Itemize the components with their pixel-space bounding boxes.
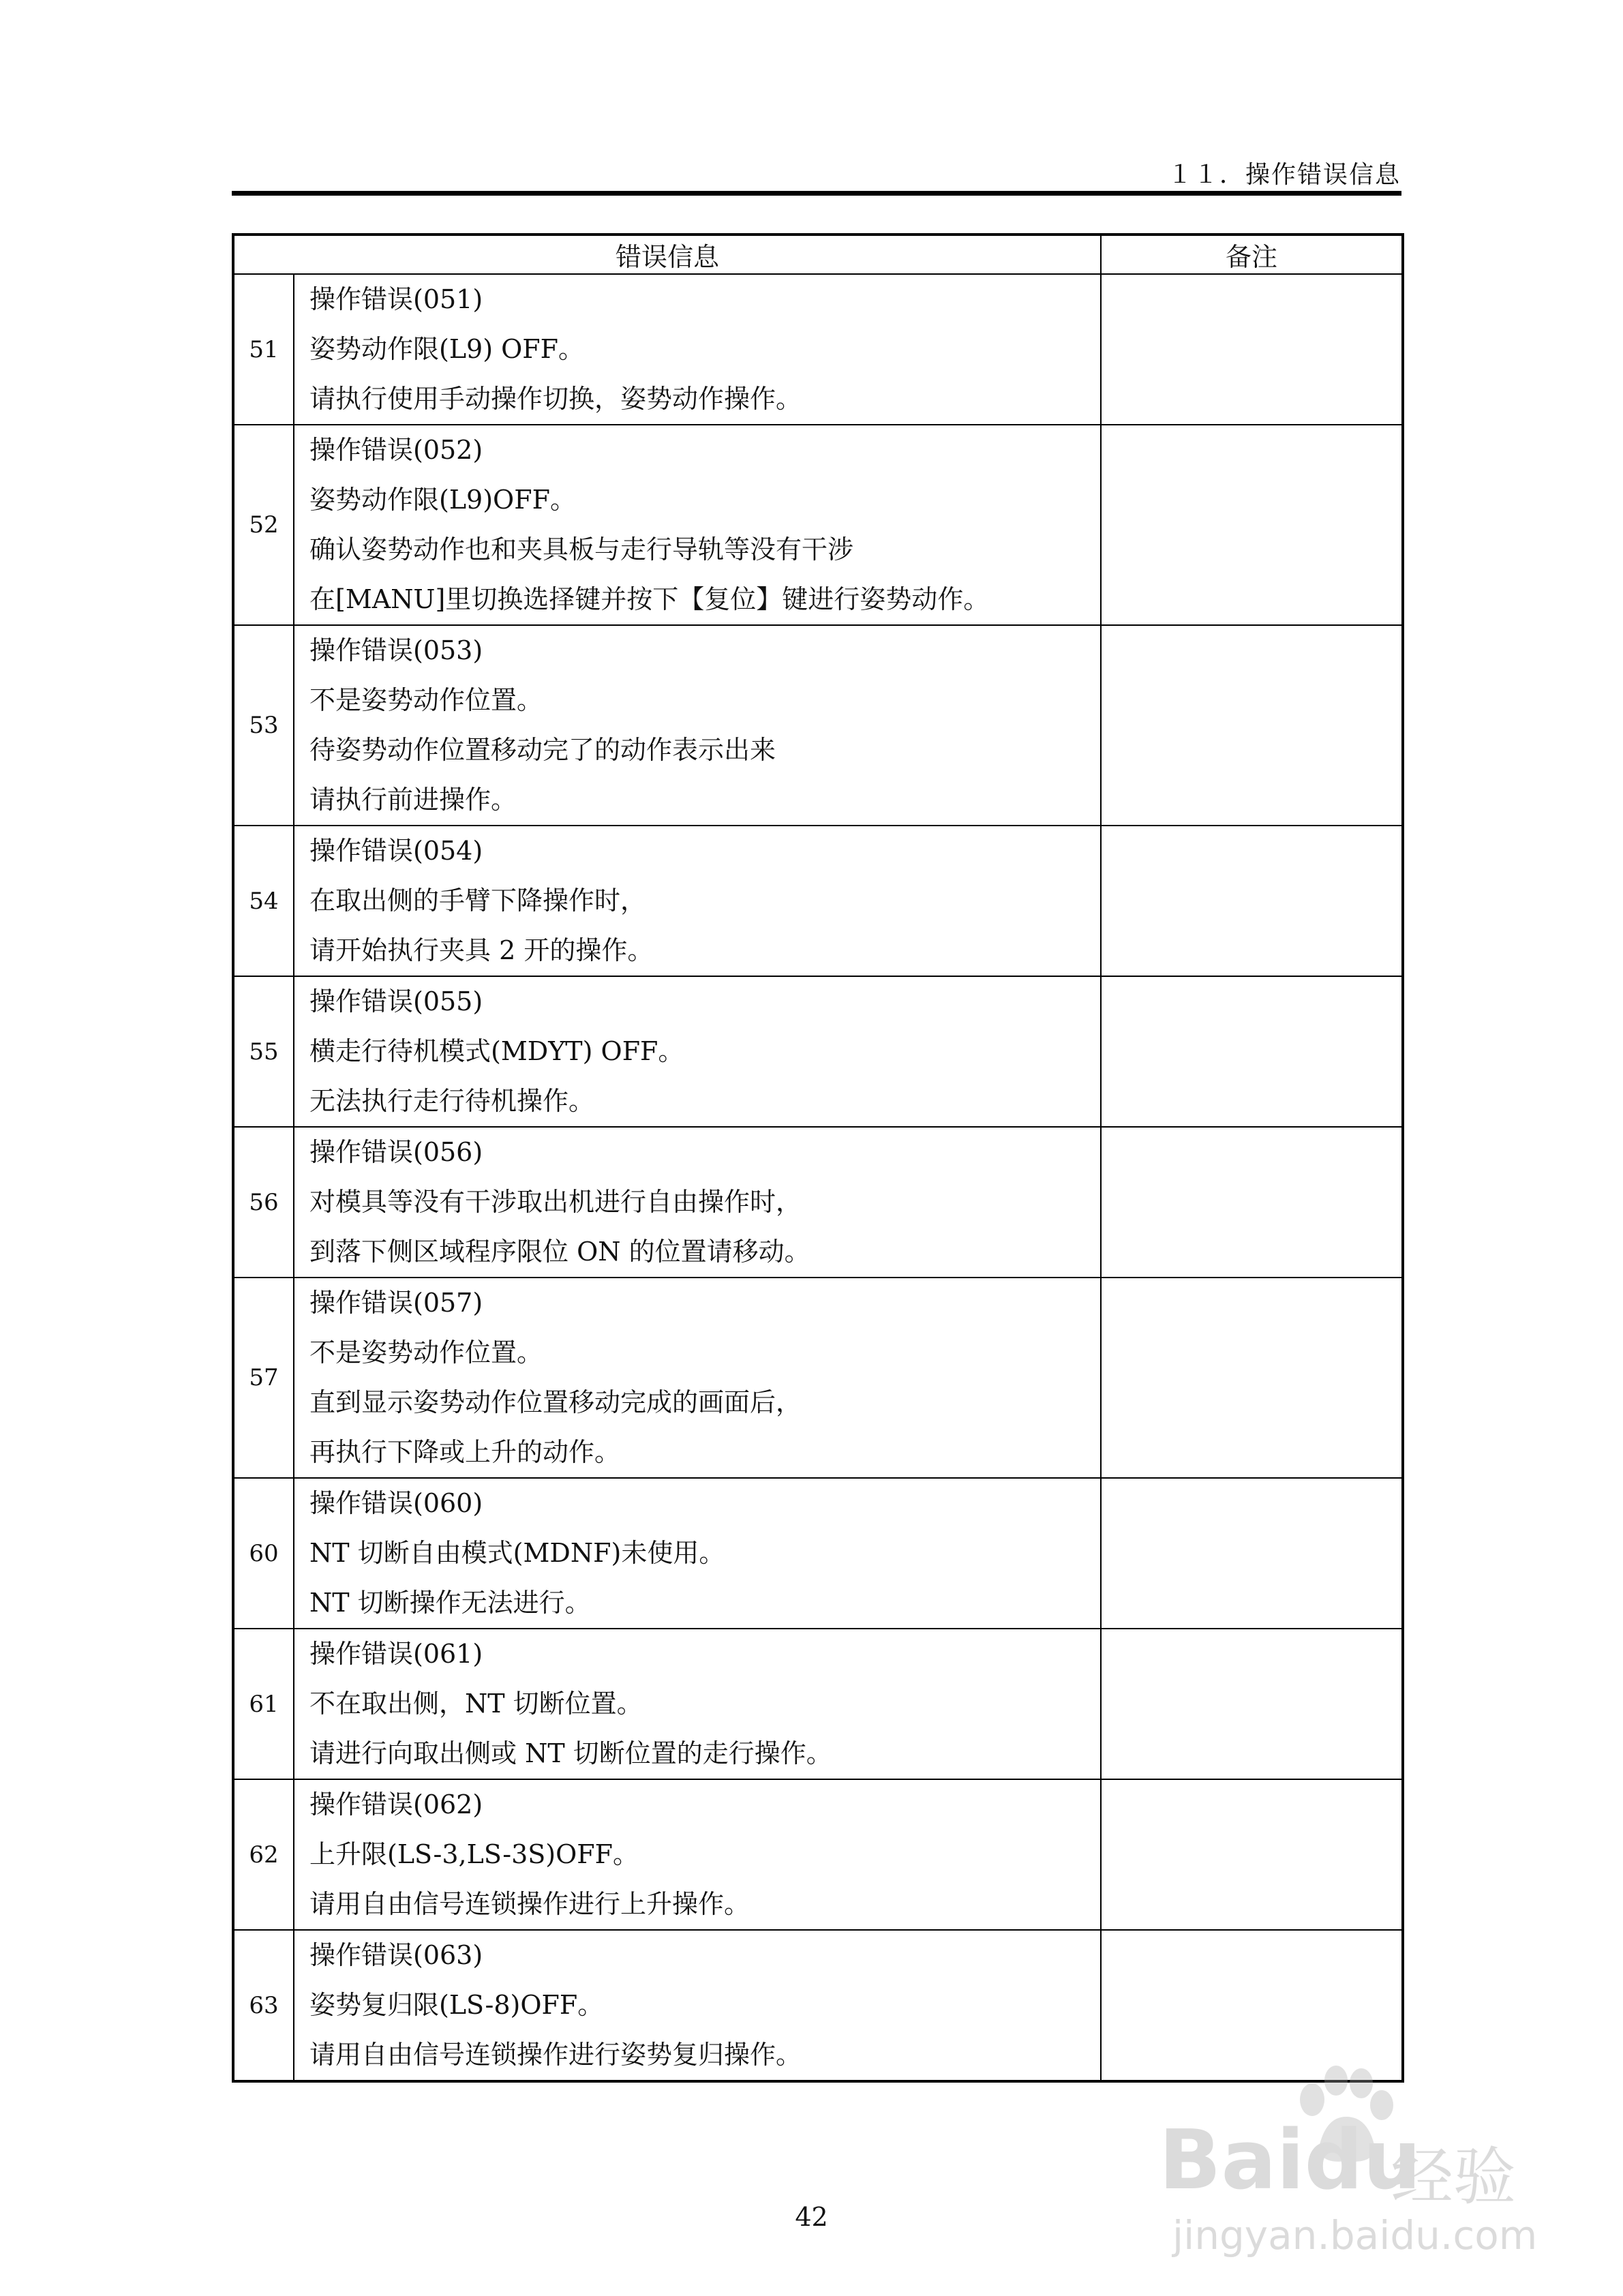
message-line: 操作错误(052) xyxy=(309,435,483,465)
page-number: 42 xyxy=(795,2202,828,2232)
message-line: 姿势动作限(L9)OFF。 xyxy=(309,485,576,515)
note-cell xyxy=(1101,976,1403,1127)
note-cell xyxy=(1101,826,1403,976)
error-number: 53 xyxy=(233,625,294,826)
message-line: 对模具等没有干涉取出机进行自由操作时， xyxy=(309,1187,802,1217)
message-line: 姿势动作限(L9) OFF。 xyxy=(309,334,585,364)
error-number: 57 xyxy=(233,1278,294,1478)
message-line: 请开始执行夹具 2 开的操作。 xyxy=(309,935,654,965)
note-cell xyxy=(1101,625,1403,826)
message-line: 操作错误(053) xyxy=(309,635,483,665)
note-cell xyxy=(1101,274,1403,425)
table-row xyxy=(233,1478,1403,1629)
table-row xyxy=(233,425,1403,625)
error-message xyxy=(294,1127,1101,1278)
watermark-brand-tail: du xyxy=(1304,2113,1421,2208)
message-line: 再执行下降或上升的动作。 xyxy=(309,1437,621,1467)
error-message xyxy=(294,274,1101,425)
error-number: 51 xyxy=(233,274,294,425)
baidu-watermark xyxy=(1159,2066,1541,2259)
error-number: 63 xyxy=(233,1930,294,2081)
table-row xyxy=(233,1127,1403,1278)
message-line: 操作错误(060) xyxy=(309,1488,483,1518)
error-number: 52 xyxy=(233,425,294,625)
message-line: 请执行使用手动操作切换，姿势动作操作。 xyxy=(309,384,802,414)
table-row xyxy=(233,625,1403,826)
error-number: 54 xyxy=(233,826,294,976)
message-line: 操作错误(062) xyxy=(309,1789,483,1819)
error-message xyxy=(294,826,1101,976)
error-message xyxy=(294,1779,1101,1930)
message-line: 在取出侧的手臂下降操作时， xyxy=(309,886,647,916)
error-rows xyxy=(233,274,1403,2081)
error-number: 62 xyxy=(233,1779,294,1930)
error-message xyxy=(294,1930,1101,2081)
message-line: 请用自由信号连锁操作进行上升操作。 xyxy=(309,1889,750,1919)
note-cell xyxy=(1101,425,1403,625)
message-line: 不是姿势动作位置。 xyxy=(309,1338,543,1368)
message-line: 待姿势动作位置移动完了的动作表示出来 xyxy=(309,735,776,765)
error-message xyxy=(294,976,1101,1127)
table-row xyxy=(233,1278,1403,1478)
note-cell xyxy=(1101,1779,1403,1930)
message-line: NT 切断自由模式(MDNF)未使用。 xyxy=(309,1538,725,1568)
message-line: 操作错误(054) xyxy=(309,836,483,866)
message-line: 操作错误(063) xyxy=(309,1940,483,1970)
message-line: 请用自由信号连锁操作进行姿势复归操作。 xyxy=(309,2040,802,2070)
note-cell xyxy=(1101,1629,1403,1779)
message-line: 横走行待机模式(MDYT) OFF。 xyxy=(309,1036,684,1066)
note-cell xyxy=(1101,1478,1403,1629)
note-cell xyxy=(1101,1278,1403,1478)
error-message xyxy=(294,1278,1101,1478)
table-row xyxy=(233,826,1403,976)
error-message xyxy=(294,1478,1101,1629)
table-header-row xyxy=(233,235,1403,274)
column-header-note: 备注 xyxy=(1101,235,1403,274)
message-line: 上升限(LS-3,LS-3S)OFF。 xyxy=(309,1839,639,1869)
table-row xyxy=(233,976,1403,1127)
message-line: 确认姿势动作也和夹具板与走行导轨等没有干涉 xyxy=(309,534,854,564)
message-line: 请进行向取出侧或 NT 切断位置的走行操作。 xyxy=(309,1738,832,1768)
message-line: 操作错误(057) xyxy=(309,1288,483,1318)
error-number: 60 xyxy=(233,1478,294,1629)
error-number: 55 xyxy=(233,976,294,1127)
table-row xyxy=(233,1930,1403,2081)
error-number: 56 xyxy=(233,1127,294,1278)
message-line: 到落下侧区域程序限位 ON 的位置请移动。 xyxy=(309,1237,810,1267)
watermark-url: jingyan.baidu.com xyxy=(1172,2212,1538,2259)
message-line: 不是姿势动作位置。 xyxy=(309,685,543,715)
error-message xyxy=(294,625,1101,826)
table-row xyxy=(233,1629,1403,1779)
error-message xyxy=(294,425,1101,625)
section-title: １１．操作错误信息 xyxy=(1167,161,1401,189)
note-cell xyxy=(1101,1127,1403,1278)
column-header-message: 错误信息 xyxy=(233,235,1101,274)
watermark-brand: Bai xyxy=(1159,2113,1305,2208)
message-line: 不在取出侧，NT 切断位置。 xyxy=(309,1689,643,1719)
message-line: 操作错误(056) xyxy=(309,1137,483,1167)
message-line: 操作错误(051) xyxy=(309,284,483,314)
message-line: 直到显示姿势动作位置移动完成的画面后， xyxy=(309,1387,802,1417)
message-line: 操作错误(061) xyxy=(309,1639,483,1669)
watermark-cn: 经验 xyxy=(1391,2141,1517,2214)
message-line: 在[MANU]里切换选择键并按下【复位】键进行姿势动作。 xyxy=(309,584,990,614)
message-line: 姿势复归限(LS-8)OFF。 xyxy=(309,1990,604,2020)
table-row xyxy=(233,274,1403,425)
note-cell xyxy=(1101,1930,1403,2081)
message-line: 无法执行走行待机操作。 xyxy=(309,1086,595,1116)
message-line: 操作错误(055) xyxy=(309,986,483,1016)
table-row xyxy=(233,1779,1403,1930)
error-number: 61 xyxy=(233,1629,294,1779)
message-line: NT 切断操作无法进行。 xyxy=(309,1588,591,1618)
error-table xyxy=(232,233,1404,2083)
error-message xyxy=(294,1629,1101,1779)
header-rule xyxy=(232,191,1401,196)
message-line: 请执行前进操作。 xyxy=(309,785,517,815)
